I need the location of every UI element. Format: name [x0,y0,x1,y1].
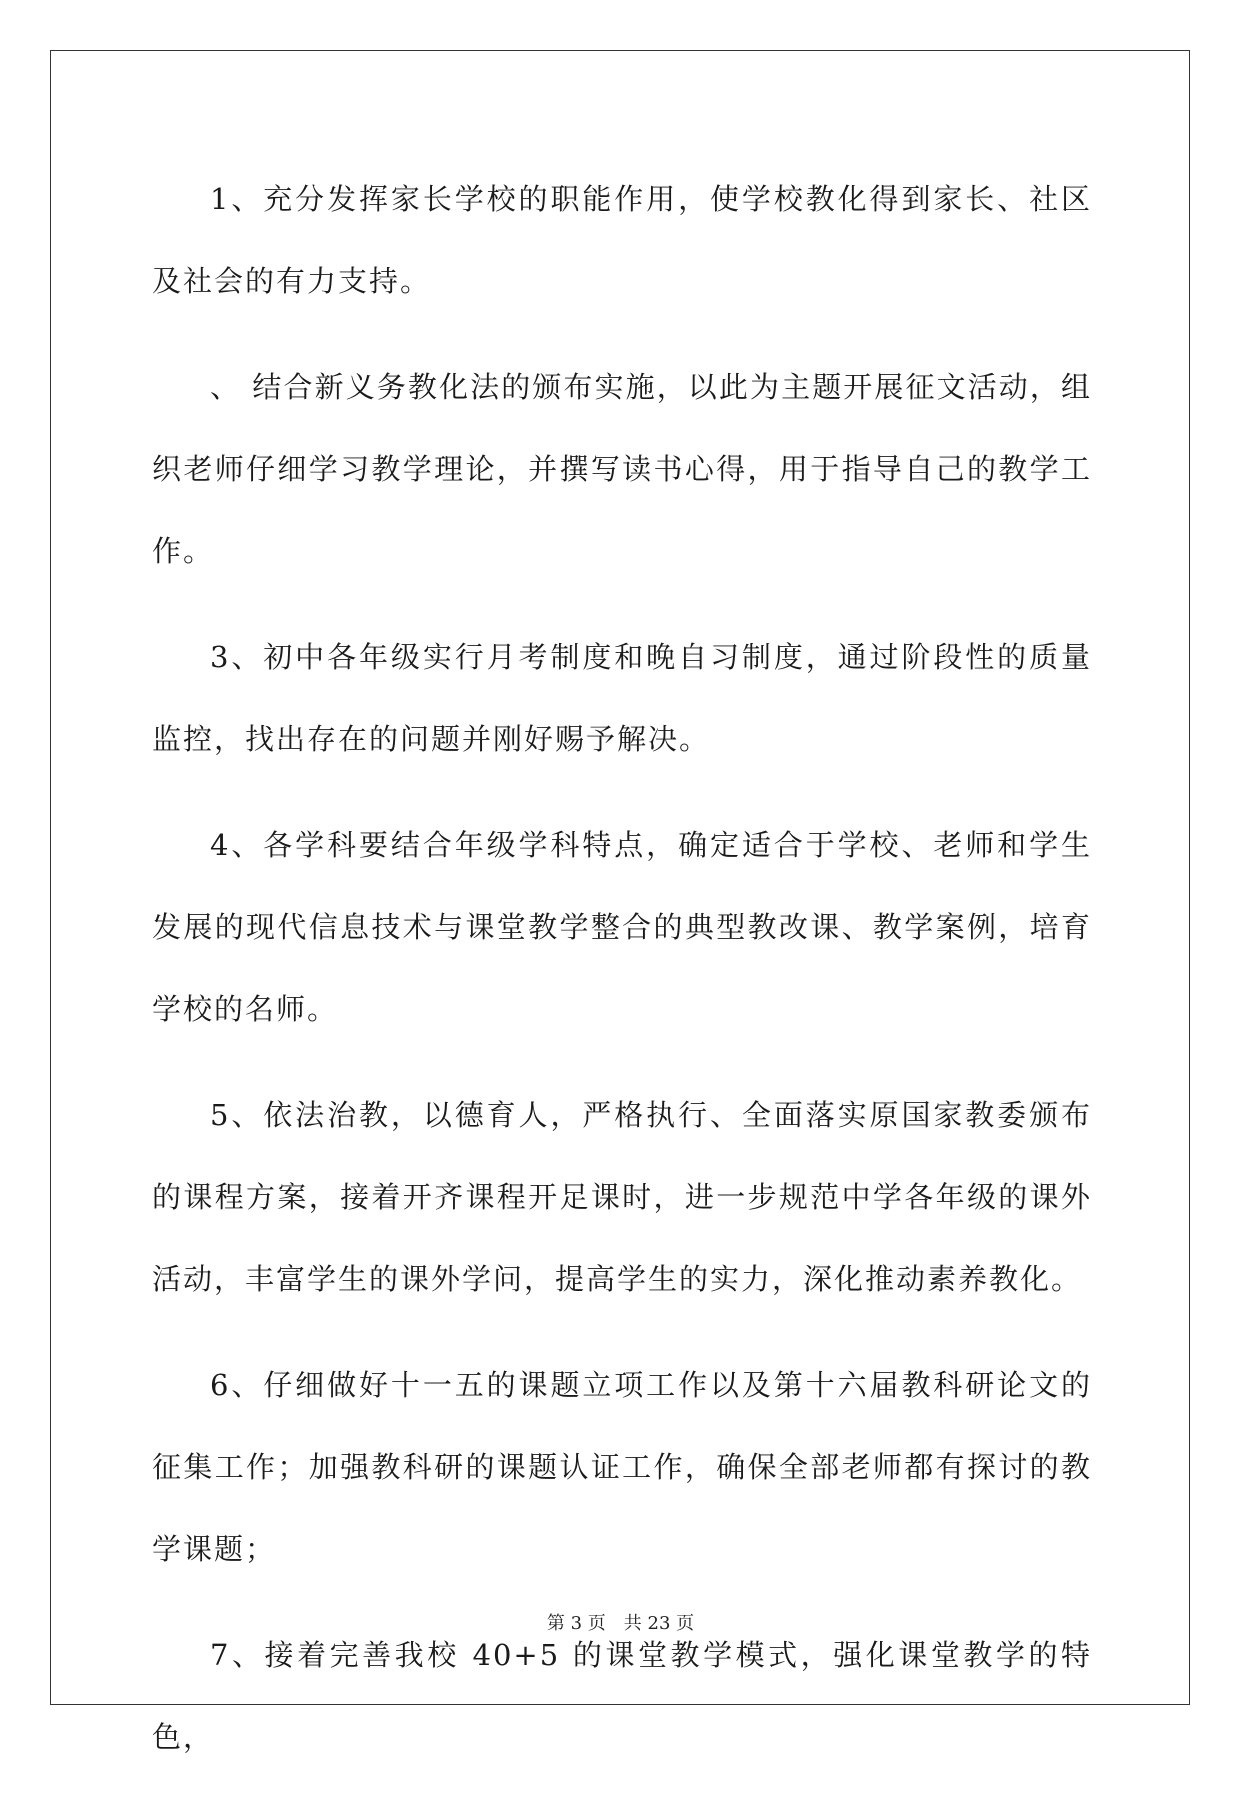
paragraph-4: 4、各学科要结合年级学科特点，确定适合于学校、老师和学生发展的现代信息技术与课堂教学整合的典型教改课、教学案例，培育学校的名师。 [152,828,1092,1026]
page-number-footer: 第 3 页 共 23 页 [546,1613,695,1634]
paragraph-1: 1、充分发挥家长学校的职能作用，使学校教化得到家长、社区及社会的有力支持。 [152,182,1092,298]
paragraph-3: 3、初中各年级实行月考制度和晚自习制度，通过阶段性的质量监控，找出存在的问题并刚好赐予解决。 [152,640,1092,756]
paragraph-2: 、 结合新义务教化法的颁布实施，以此为主题开展征文活动，组织老师仔细学习教学理论，并撰写读书心得，用于指导自己的教学工作。 [152,370,1092,568]
document-body [152,158,1092,1802]
paragraph-5: 5、依法治教，以德育人，严格执行、全面落实原国家教委颁布的课程方案，接着开齐课程开足课时，进一步规范中学各年级的课外活动，丰富学生的课外学问，提高学生的实力，深化推动素养教化。 [152,1098,1092,1296]
paragraph-7: 7、接着完善我校 40+5 的课堂教学模式，强化课堂教学的特色， [152,1638,1092,1754]
paragraph-6: 6、仔细做好十一五的课题立项工作以及第十六届教科研论文的征集工作；加强教科研的课题认证工作，确保全部老师都有探讨的教学课题； [152,1368,1092,1566]
